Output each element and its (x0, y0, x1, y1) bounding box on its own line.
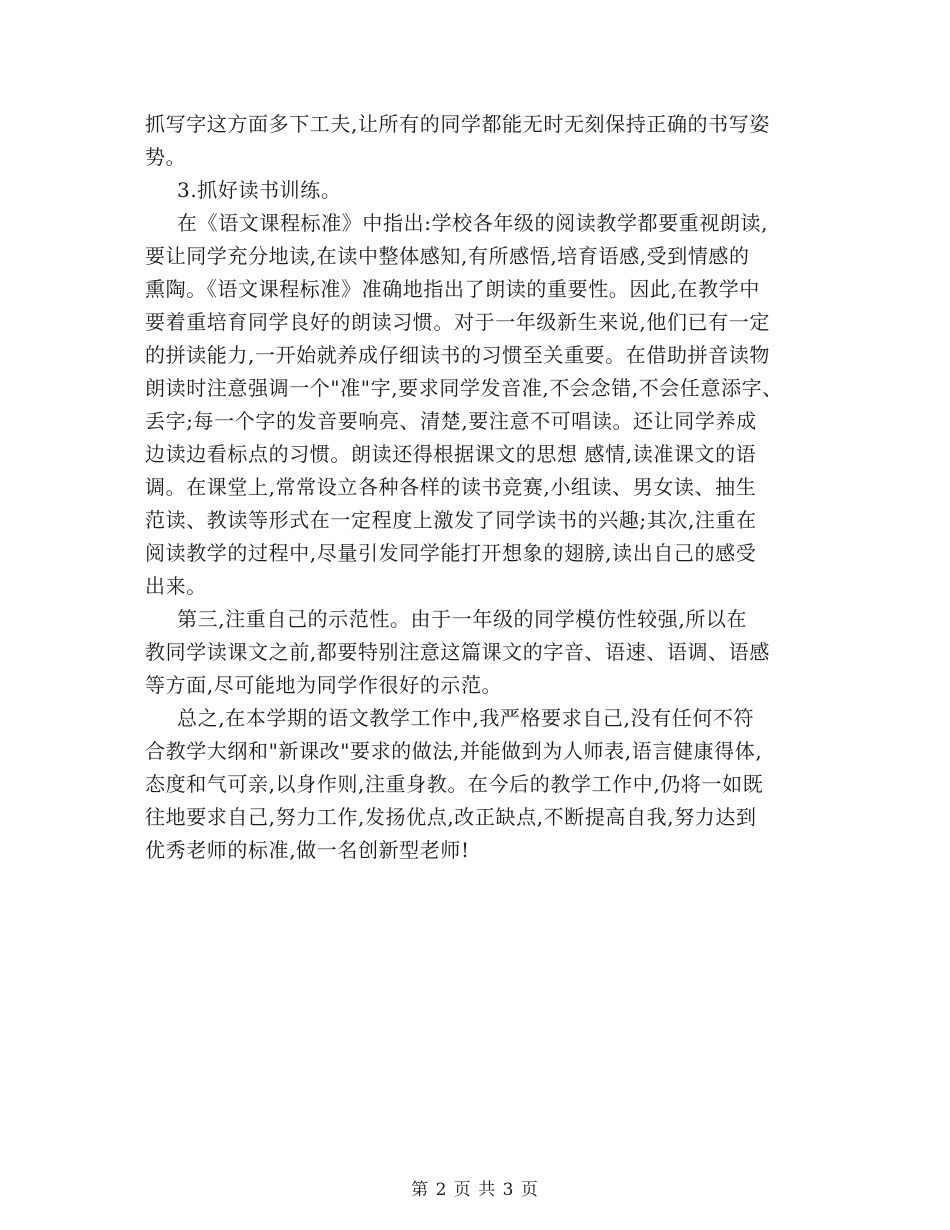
text-line: 往地要求自己,努力工作,发扬优点,改正缺点,不断提高自我,努力达到 (145, 805, 757, 829)
text-line: 在《语文课程标准》中指出:学校各年级的阅读教学都要重视朗读, (177, 211, 769, 235)
text-line: 态度和气可亲,以身作则,注重身教。在今后的教学工作中,仍将一如既 (145, 772, 764, 796)
section-heading: 3.抓好读书训练。 (177, 178, 342, 202)
text-line: 总之,在本学期的语文教学工作中,我严格要求自己,没有任何不符 (177, 706, 755, 730)
text-line: 范读、教读等形式在一定程度上激发了同学读书的兴趣;其次,注重在 (145, 508, 757, 532)
text-line: 出来。 (145, 574, 207, 598)
text-line: 抓写字这方面多下工夫,让所有的同学都能无时无刻保持正确的书写姿 (145, 112, 770, 136)
page-footer: 第 2 页 共 3 页 (411, 1180, 539, 1200)
text-line: 优秀老师的标准,做一名创新型老师! (145, 838, 470, 862)
text-line: 丢字;每一个字的发音要响亮、清楚,要注意不可唱读。还让同学养成 (145, 409, 757, 433)
text-line: 势。 (145, 145, 187, 169)
text-line: 的拼读能力,一开始就养成仔细读书的习惯至关重要。在借助拼音读物 (145, 343, 770, 367)
text-line: 等方面,尽可能地为同学作很好的示范。 (145, 673, 503, 697)
text-line: 要让同学充分地读,在读中整体感知,有所感悟,培育语感,受到情感的 (145, 244, 750, 268)
text-line: 边读边看标点的习惯。朗读还得根据课文的思想 感情,读准课文的语 (145, 442, 757, 466)
text-line: 调。在课堂上,常常设立各种各样的读书竞赛,小组读、男女读、抽生 (145, 475, 757, 499)
text-line: 朗读时注意强调一个"准"字,要求同学发音准,不会念错,不会任意添字、 (145, 376, 783, 400)
text-line: 合教学大纲和"新课改"要求的做法,并能做到为人师表,语言健康得体, (145, 739, 763, 763)
text-line: 要着重培育同学良好的朗读习惯。对于一年级新生来说,他们已有一定 (145, 310, 770, 334)
text-line: 熏陶。《语文课程标准》准确地指出了朗读的重要性。因此,在教学中 (145, 277, 760, 301)
text-line: 第三,注重自己的示范性。由于一年级的同学模仿性较强,所以在 (177, 607, 748, 631)
body-text (145, 108, 815, 867)
text-line: 阅读教学的过程中,尽量引发同学能打开想象的翅膀,读出自己的感受 (145, 541, 757, 565)
text-line: 教同学读课文之前,都要特别注意这篇课文的字音、语速、语调、语感 (145, 640, 770, 664)
